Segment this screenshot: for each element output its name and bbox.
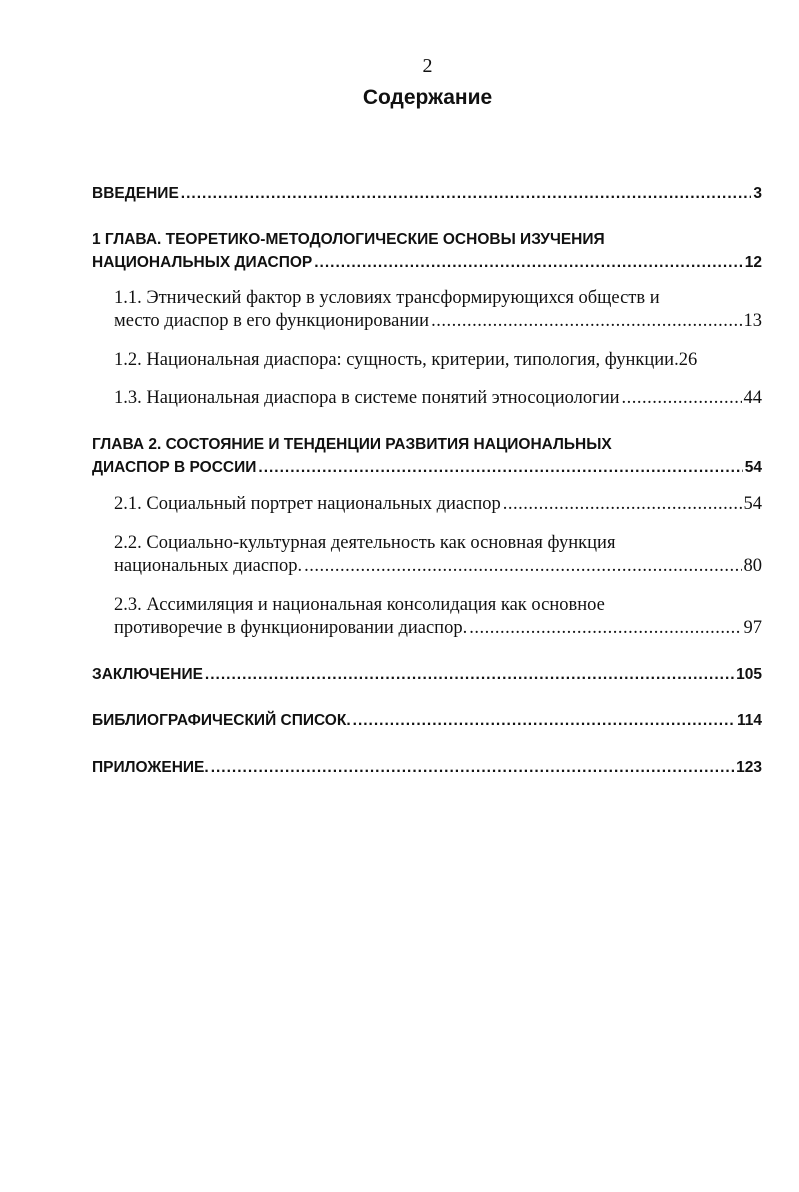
toc-entry-1-1[interactable] (114, 287, 762, 333)
toc-entry-2-1[interactable] (114, 493, 762, 516)
toc-entry-page: 13 (743, 311, 762, 331)
toc-entry-label-line-1: 2.2. Социально-культурная деятельность как основная функция (114, 533, 616, 553)
toc-entry-label: 2.1. Социальный портрет национальных диаспор (114, 494, 501, 514)
toc-entry-label-line-2: ДИАСПОР В РОССИИ (92, 459, 257, 476)
toc-entry-label-line-2: национальных диаспор. (114, 556, 303, 576)
page-title: Содержание (362, 86, 493, 109)
leader-dots (314, 251, 743, 274)
toc-entry-conclusion[interactable] (92, 663, 762, 686)
toc-entry-page: 3 (753, 185, 762, 202)
toc-entry-2-2[interactable] (114, 532, 762, 578)
toc-entry-1-2[interactable] (114, 349, 762, 372)
page-number: 2 (422, 55, 433, 77)
toc-entry-chapter-2[interactable] (92, 433, 762, 479)
toc-entry-label: 1.2. Национальная диаспора: сущность, критерии, типология, функции. (114, 350, 679, 370)
leader-dots (211, 756, 734, 779)
toc-entry-2-3[interactable] (114, 594, 762, 640)
toc-entry-page: 80 (743, 556, 762, 576)
toc-entry-introduction[interactable] (92, 182, 762, 205)
toc-entry-label: ЗАКЛЮЧЕНИЕ (92, 666, 203, 683)
leader-dots (353, 709, 735, 732)
toc-entry-page: 26 (678, 350, 698, 370)
toc-entry-label: БИБЛИОГРАФИЧЕСКИЙ СПИСОК. (92, 712, 351, 729)
leader-dots (181, 182, 752, 205)
toc-entry-bibliography[interactable] (92, 709, 762, 732)
toc-entry-page: 44 (743, 388, 762, 408)
leader-dots (205, 663, 734, 686)
toc-entry-page: 123 (736, 759, 762, 776)
leader-dots (304, 555, 741, 578)
toc-entry-1-3[interactable] (114, 387, 762, 410)
leader-dots (431, 310, 741, 333)
toc-entry-label-line-1: ГЛАВА 2. СОСТОЯНИЕ И ТЕНДЕНЦИИ РАЗВИТИЯ НАЦИОНАЛЬНЫХ (92, 436, 612, 453)
toc-entry-page: 54 (744, 459, 762, 476)
leader-dots (503, 493, 742, 516)
toc-entry-label-line-2: противоречие в функционировании диаспор. (114, 618, 468, 638)
toc-entry-label-line-1: 1 ГЛАВА. ТЕОРЕТИКО-МЕТОДОЛОГИЧЕСКИЕ ОСНОВЫ ИЗУЧЕНИЯ (92, 231, 605, 248)
toc-entry-page: 12 (744, 254, 762, 271)
toc-entry-label: ВВЕДЕНИЕ (92, 185, 179, 202)
toc-entry-label-line-2: место диаспор в его функционировании (114, 311, 430, 331)
toc-entry-label-line-1: 1.1. Этнический фактор в условиях трансформирующихся обществ и (114, 288, 660, 308)
leader-dots (622, 387, 742, 410)
toc-entry-label: ПРИЛОЖЕНИЕ. (92, 759, 209, 776)
toc-entry-page: 97 (743, 618, 762, 638)
toc-entry-label-line-2: НАЦИОНАЛЬНЫХ ДИАСПОР (92, 254, 313, 271)
toc-entry-appendix[interactable] (92, 756, 762, 779)
toc-entry-label-line-1: 2.3. Ассимиляция и национальная консолидация как основное (114, 595, 605, 615)
leader-dots (469, 617, 741, 640)
toc-entry-page: 105 (736, 666, 762, 683)
toc-entry-label: 1.3. Национальная диаспора в системе понятий этносоциологии (114, 388, 620, 408)
toc-entry-page: 114 (736, 712, 762, 729)
leader-dots (258, 456, 742, 479)
toc-entry-chapter-1[interactable] (92, 228, 762, 274)
toc-entry-page: 54 (743, 494, 762, 514)
